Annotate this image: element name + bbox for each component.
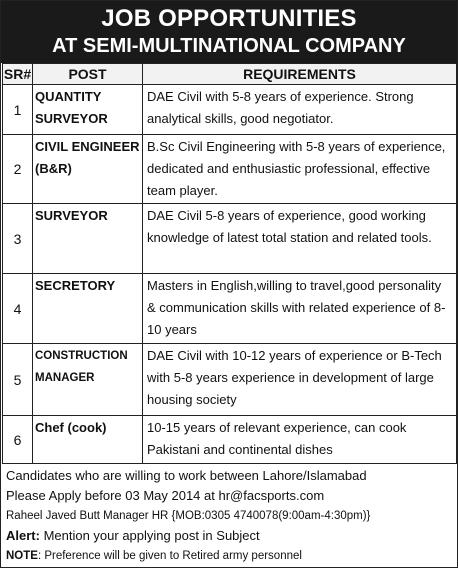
alert-line — [6, 526, 453, 546]
row-post: Chef (cook) — [33, 416, 143, 464]
row-requirements: B.Sc Civil Engineering with 5-8 years of experience, dedicated and enthusiastic professional, effective team player. — [143, 135, 457, 204]
row-post: CONSTRUCTION MANAGER — [33, 344, 143, 416]
alert-text: Mention your applying post in Subject — [39, 528, 260, 543]
row-requirements: 10-15 years of relevant experience, can cook Pakistani and continental dishes — [143, 416, 457, 464]
location-line: Candidates who are willing to work between Lahore/Islamabad — [6, 468, 367, 483]
row-post: CIVIL ENGINEER (B&R) — [33, 135, 143, 204]
table-header-row — [3, 64, 457, 85]
table-row — [3, 274, 457, 344]
header-banner — [1, 1, 457, 63]
headline: JOB OPPORTUNITIES — [101, 5, 357, 32]
column-header-requirements: REQUIREMENTS — [143, 64, 457, 85]
table-row — [3, 204, 457, 274]
row-requirements: DAE Civil with 5-8 years of experience. Strong analytical skills, good negotiator. — [143, 85, 457, 135]
row-post: SURVEYOR — [33, 204, 143, 274]
column-header-sr: SR# — [3, 64, 33, 85]
row-sr: 5 — [3, 344, 33, 416]
note-label: NOTE — [6, 550, 38, 562]
row-sr: 1 — [3, 85, 33, 135]
row-sr: 6 — [3, 416, 33, 464]
contact-line: Raheel Javed Butt Manager HR {MOB:0305 4740078(9:00am-4:30pm)} — [6, 510, 371, 522]
table-row — [3, 344, 457, 416]
jobs-table — [2, 63, 457, 464]
row-sr: 2 — [3, 135, 33, 204]
application-info — [1, 464, 457, 566]
row-sr: 3 — [3, 204, 33, 274]
row-sr: 4 — [3, 274, 33, 344]
row-requirements: Masters in English,willing to travel,good personality & communication skills with related experience of 8-10 years — [143, 274, 457, 344]
note-line — [6, 546, 453, 566]
table-row — [3, 416, 457, 464]
alert-label: Alert: — [6, 528, 40, 543]
table-row — [3, 85, 457, 135]
row-requirements: DAE Civil with 10-12 years of experience or B-Tech with 5-8 years experience in development of large housing society — [143, 344, 457, 416]
note-text: : Preference will be given to Retired army personnel — [37, 550, 302, 562]
table-row — [3, 135, 457, 204]
subheadline: AT SEMI-MULTINATIONAL COMPANY — [52, 35, 406, 57]
row-requirements: DAE Civil 5-8 years of experience, good working knowledge of latest total station and related tools. — [143, 204, 457, 274]
column-header-post: POST — [33, 64, 143, 85]
row-post: QUANTITY SURVEYOR — [33, 85, 143, 135]
row-post: SECRETORY — [33, 274, 143, 344]
apply-line: Please Apply before 03 May 2014 at hr@facsports.com — [6, 488, 325, 503]
